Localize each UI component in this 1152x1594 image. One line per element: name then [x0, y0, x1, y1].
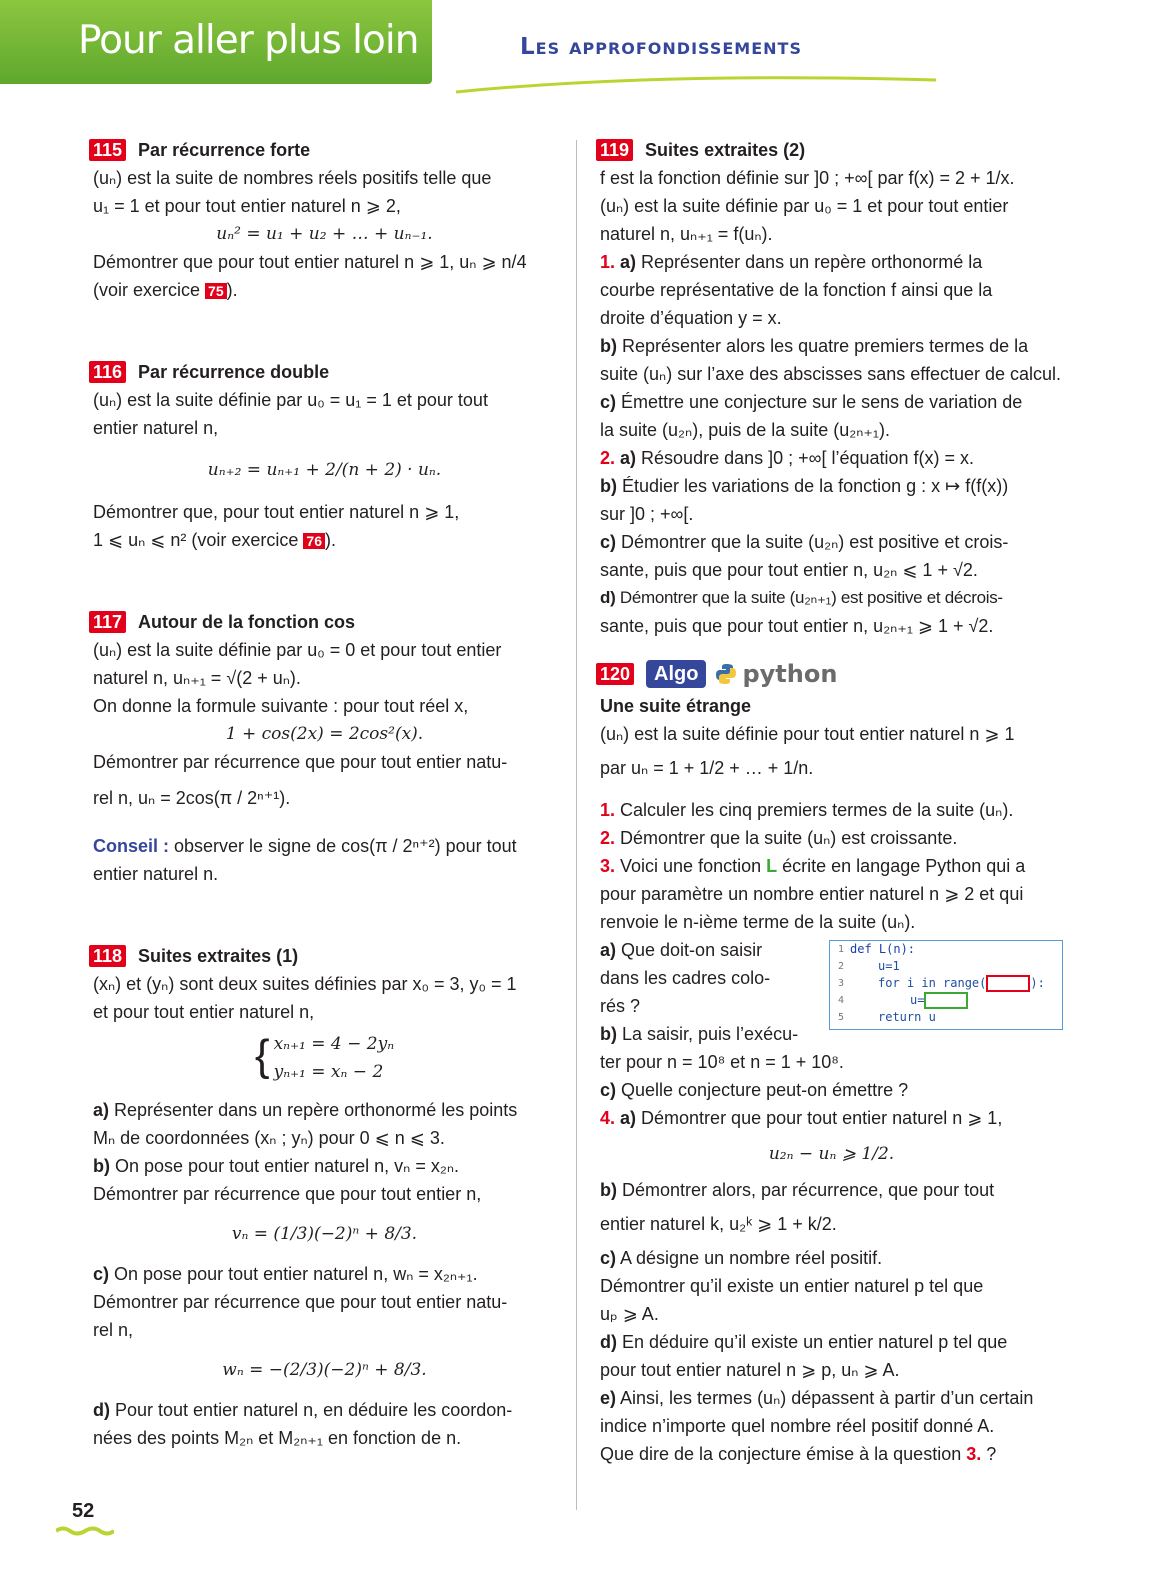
text-line: entier naturel k, u₂ᵏ ⩾ 1 + k/2. — [600, 1214, 837, 1234]
text-line: naturel n, uₙ₊₁ = √(2 + uₙ). — [93, 668, 301, 688]
text-line: f est la fonction définie sur ]0 ; +∞[ par f(x) = 2 + 1/x. — [600, 168, 1015, 188]
text-line: On donne la formule suivante : pour tout réel x, — [93, 696, 469, 716]
text-line: pour paramètre un nombre entier naturel n ⩾ 2 et qui — [600, 884, 1024, 904]
question: d) Démontrer que la suite (u₂ₙ₊₁) est positive et décrois- — [600, 588, 1003, 607]
exercise-number: 118 — [89, 945, 126, 967]
exercise-number: 117 — [89, 611, 126, 633]
text-line: rel n, — [93, 1320, 134, 1340]
text-line: la suite (u₂ₙ), puis de la suite (u₂ₙ₊₁). — [600, 420, 891, 440]
text-line: (uₙ) est la suite définie pour tout entier naturel n ⩾ 1 — [600, 724, 1015, 744]
text-line: (voir exercice 75 ). — [93, 280, 238, 300]
question: c) Quelle conjecture peut-on émettre ? — [600, 1080, 909, 1100]
text-line: entier naturel n. — [93, 864, 219, 884]
text-line: entier naturel n, — [93, 418, 219, 438]
text-line: droite d’équation y = x. — [600, 308, 782, 328]
question: e) Ainsi, les termes (uₙ) dépassent à partir d’un certain — [600, 1388, 1034, 1408]
input-slot-red[interactable] — [986, 975, 1030, 992]
code-line: u=1 — [878, 959, 900, 973]
exercise-reference: 75 — [205, 283, 227, 299]
exercise-number: 115 — [89, 139, 126, 161]
code-line: return u — [878, 1010, 936, 1024]
exercise-number: 120 — [596, 663, 634, 685]
code-line: u= — [910, 993, 925, 1007]
algo-badge: Algo — [646, 660, 706, 688]
question: 4. a) Démontrer que pour tout entier naturel n ⩾ 1, — [600, 1108, 1003, 1128]
exercise-117 — [93, 608, 556, 888]
text-line: sante, puis que pour tout entier n, u₂ₙ ⩽ 1 + √2. — [600, 560, 978, 580]
question: 2. a) Résoudre dans ]0 ; +∞[ l’équation f(x) = x. — [600, 448, 975, 468]
question: 1. a) Représenter dans un repère orthonormé la — [600, 252, 983, 272]
exercise-120 — [600, 660, 1063, 1468]
formula: uₙ² = u₁ + u₂ + … + uₙ₋₁. — [216, 224, 433, 244]
exercise-title: Par récurrence forte — [138, 140, 311, 160]
question: d) Pour tout entier naturel n, en déduire les coordon- — [93, 1400, 513, 1420]
text-line: indice n’importe quel nombre réel positif donné A. — [600, 1416, 995, 1436]
equation: yₙ₊₁ = xₙ − 2 — [273, 1062, 384, 1082]
text-line: pour tout entier naturel n ⩾ p, uₙ ⩾ A. — [600, 1360, 900, 1380]
section-title: Les approfondissements — [520, 34, 802, 60]
exercise-reference: 76 — [303, 533, 325, 549]
exercise-title: Suites extraites (2) — [645, 140, 806, 160]
exercise-title: Suites extraites (1) — [138, 946, 299, 966]
text-line: rés ? — [600, 996, 641, 1016]
text-line: uₚ ⩾ A. — [600, 1304, 659, 1324]
question: a) Représenter dans un repère orthonormé les points — [93, 1100, 518, 1120]
text-line: Mₙ de coordonnées (xₙ ; yₙ) pour 0 ⩽ n ⩽ 3. — [93, 1128, 445, 1148]
exercise-115 — [93, 136, 556, 304]
exercise-119 — [600, 136, 1063, 640]
exercise-116 — [93, 358, 556, 554]
formula: wₙ = −(2/3)(−2)ⁿ + 8/3. — [222, 1360, 427, 1380]
code-block: 1 def L(n): 2 u=1 3 for i in range( ): 4 u= 5 return u — [829, 940, 1063, 1030]
question: 2. Démontrer que la suite (uₙ) est croissante. — [600, 828, 958, 848]
question: 3. Voici une fonction L écrite en langage Python qui a — [600, 856, 1026, 876]
text-line: suite (uₙ) sur l’axe des abscisses sans effectuer de calcul. — [600, 364, 1062, 384]
text-line: par uₙ = 1 + 1/2 + … + 1/n. — [600, 758, 814, 778]
exercise-number: 119 — [596, 139, 633, 161]
text-line: 1 ⩽ uₙ ⩽ n² (voir exercice 76 ). — [93, 530, 336, 550]
formula: uₙ₊₂ = uₙ₊₁ + 2/(n + 2) · uₙ. — [207, 460, 442, 480]
exercise-title: Par récurrence double — [138, 362, 330, 382]
text-line: (uₙ) est la suite définie par u₀ = 0 et pour tout entier — [93, 640, 502, 660]
question: b) Étudier les variations de la fonction g : x ↦ f(f(x)) — [600, 476, 1009, 496]
header-tab — [0, 0, 432, 84]
text-line: dans les cadres colo- — [600, 968, 771, 988]
question: b) Démontrer alors, par récurrence, que pour tout — [600, 1180, 995, 1200]
equation: xₙ₊₁ = 4 − 2yₙ — [273, 1034, 395, 1054]
text-line: courbe représentative de la fonction f ainsi que la — [600, 280, 993, 300]
function-name: L — [766, 856, 778, 876]
right-column — [600, 136, 1063, 1522]
text-line: Démontrer que, pour tout entier naturel n ⩾ 1, — [93, 502, 460, 522]
question: d) En déduire qu’il existe un entier naturel p tel que — [600, 1332, 1008, 1352]
text-line: Démontrer par récurrence que pour tout entier natu- — [93, 1292, 508, 1312]
text-line: nées des points M₂ₙ et M₂ₙ₊₁ en fonction de n. — [93, 1428, 462, 1448]
header-tab-title: Pour aller plus loin — [78, 18, 419, 63]
exercise-number: 116 — [89, 361, 126, 383]
question: b) Représenter alors les quatre premiers termes de la — [600, 336, 1029, 356]
text-line: naturel n, uₙ₊₁ = f(uₙ). — [600, 224, 773, 244]
formula: vₙ = (1/3)(−2)ⁿ + 8/3. — [231, 1224, 418, 1244]
python-logo-icon — [714, 662, 738, 686]
text-line: ter pour n = 10⁸ et n = 1 + 10⁸. — [600, 1052, 844, 1072]
question: b) On pose pour tout entier naturel n, vₙ = x₂ₙ. — [93, 1156, 460, 1176]
text-line: Démontrer que pour tout entier naturel n ⩾ 1, uₙ ⩾ n/4 — [93, 252, 527, 272]
text-line: u₁ = 1 et pour tout entier naturel n ⩾ 2, — [93, 196, 401, 216]
question: a) Que doit-on saisir — [600, 940, 763, 960]
page-number-wave — [56, 1526, 114, 1536]
header-swoosh — [456, 70, 936, 94]
text-line: sur ]0 ; +∞[. — [600, 504, 694, 524]
question: c) Démontrer que la suite (u₂ₙ) est positive et crois- — [600, 532, 1009, 552]
conseil: Conseil : observer le signe de cos(π / 2ⁿ⁺²) pour tout — [93, 836, 517, 856]
exercise-title: Autour de la fonction cos — [138, 612, 356, 632]
question: 1. Calculer les cinq premiers termes de la suite (uₙ). — [600, 800, 1014, 820]
text-line: et pour tout entier naturel n, — [93, 1002, 315, 1022]
input-slot-green[interactable] — [924, 992, 968, 1009]
text-line: Démontrer par récurrence que pour tout entier natu- — [93, 752, 508, 772]
text-line: rel n, uₙ = 2cos(π / 2ⁿ⁺¹). — [93, 788, 291, 808]
text-line: Démontrer par récurrence que pour tout entier n, — [93, 1184, 482, 1204]
text-line: Que dire de la conjecture émise à la question 3. ? — [600, 1444, 997, 1464]
column-separator — [576, 140, 577, 1510]
question: c) Émettre une conjecture sur le sens de variation de — [600, 392, 1023, 412]
code-line: def L(n): — [850, 942, 916, 956]
text-line: (uₙ) est la suite définie par u₀ = 1 et pour tout entier — [600, 196, 1009, 216]
left-column — [93, 136, 556, 1506]
conseil-label: Conseil : — [93, 836, 170, 856]
text-line: (uₙ) est la suite de nombres réels positifs telle que — [93, 168, 492, 188]
exercise-title: Une suite étrange — [600, 696, 752, 716]
text-line: (xₙ) et (yₙ) sont deux suites définies par x₀ = 3, y₀ = 1 — [93, 974, 517, 994]
code-line: for i in range( — [878, 976, 987, 990]
question: c) A désigne un nombre réel positif. — [600, 1248, 883, 1268]
formula: 1 + cos(2x) = 2cos²(x). — [225, 724, 424, 744]
text-line: (uₙ) est la suite définie par u₀ = u₁ = 1 et pour tout — [93, 390, 488, 410]
python-label: python — [742, 660, 838, 688]
question: b) La saisir, puis l’exécu- — [600, 1024, 799, 1044]
page-number: 52 — [72, 1500, 95, 1522]
question: c) On pose pour tout entier naturel n, wₙ = x₂ₙ₊₁. — [93, 1264, 478, 1284]
text-line: renvoie le n-ième terme de la suite (uₙ). — [600, 912, 916, 932]
exercise-118 — [93, 942, 556, 1452]
formula: u₂ₙ − uₙ ⩾ 1/2. — [768, 1144, 895, 1164]
text-line: sante, puis que pour tout entier n, u₂ₙ₊₁ ⩾ 1 + √2. — [600, 616, 994, 636]
system-of-equations: { xₙ₊₁ = 4 − 2yₙ yₙ₊₁ = xₙ − 2 — [93, 1030, 556, 1086]
text-line: Démontrer qu’il existe un entier naturel p tel que — [600, 1276, 984, 1296]
